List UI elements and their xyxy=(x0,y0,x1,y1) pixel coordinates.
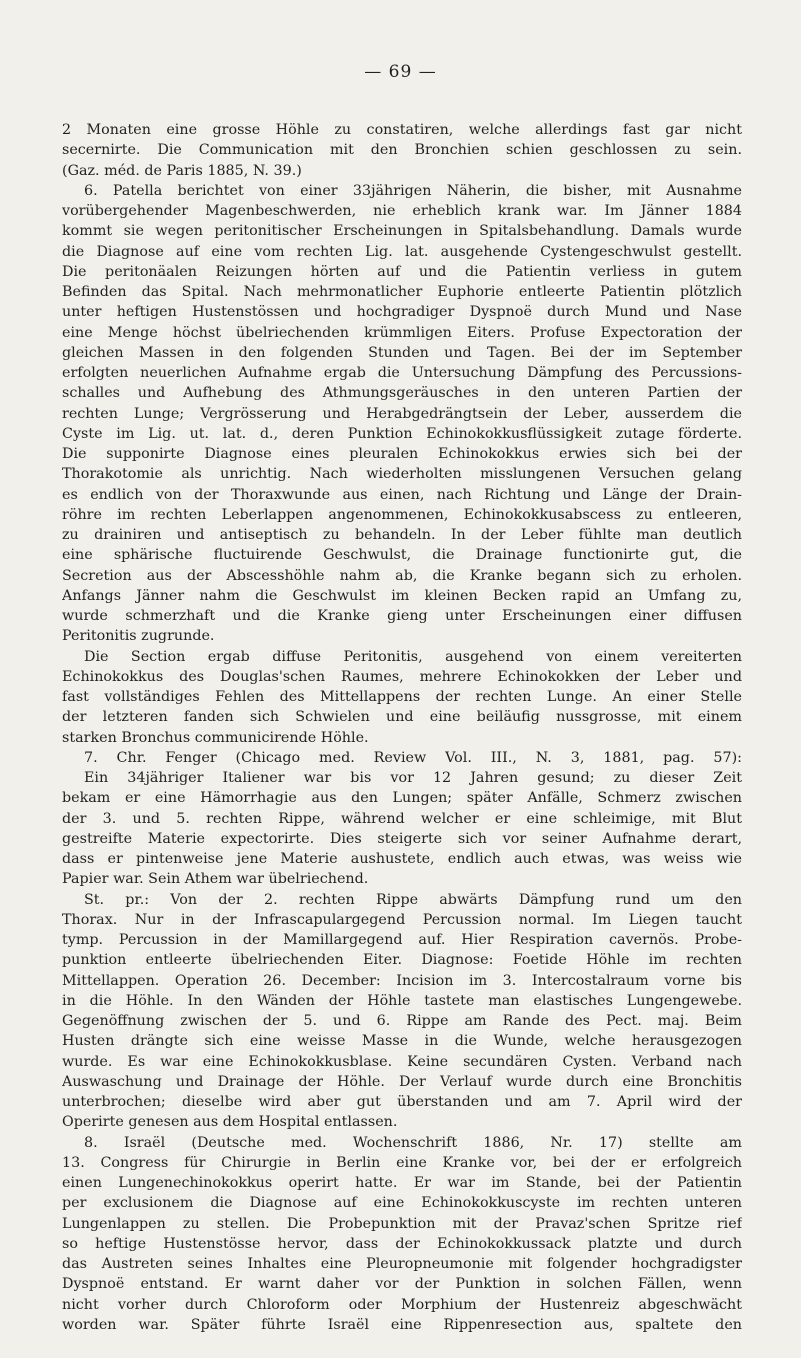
text-line: nicht vorher durch Chloroform oder Morphium der Hustenreiz abgeschwächt xyxy=(62,1296,742,1313)
text-line: Die Section ergab diffuse Peritonitis, ausgehend von einem vereiterten xyxy=(84,648,742,665)
text-line: 7. Chr. Fenger (Chicago med. Review Vol. III., N. 3, 1881, pag. 57): xyxy=(84,749,742,766)
text-line: starken Bronchus communicirende Höhle. xyxy=(62,729,369,746)
text-line: Thorax. Nur in der Infrascapulargegend Percussion normal. Im Liegen taucht xyxy=(62,911,742,928)
text-line: kommt sie wegen peritonitischer Erscheinungen in Spitalsbehandlung. Damals wurde xyxy=(62,223,742,240)
text-line: Dyspnoë entstand. Er warnt daher vor der Punktion in solchen Fällen, wenn xyxy=(62,1276,742,1293)
text-line: secernirte. Die Communication mit den Bronchien schien geschlossen zu sein. xyxy=(62,142,742,159)
text-line: so heftige Hustenstösse hervor, dass der Echinokokkussack platzte und durch xyxy=(62,1235,742,1252)
text-line: Lungenlappen zu stellen. Die Probepunktion mit der Pravaz'schen Spritze rief xyxy=(62,1215,742,1232)
text-line: röhre im rechten Leberlappen angenommenen, Echinokokkusabscess zu entleeren, xyxy=(62,506,742,523)
text-line: Auswaschung und Drainage der Höhle. Der Verlauf wurde durch eine Bronchitis xyxy=(62,1073,742,1090)
text-line: Secretion aus der Abscesshöhle nahm ab, die Kranke begann sich zu erholen. xyxy=(62,567,742,584)
text-line: rechten Lunge; Vergrösserung und Herabgedrängtsein der Leber, ausserdem die xyxy=(62,405,742,422)
text-line: Thorakotomie als unrichtig. Nach wiederholten misslungenen Versuchen gelang xyxy=(62,466,742,483)
text-line: das Austreten seines Inhaltes eine Pleuropneumonie mit folgender hochgradigster xyxy=(62,1256,742,1272)
text-line: der letzteren fanden sich Schwielen und eine beiläufig nussgrosse, mit einem xyxy=(62,709,742,726)
text-line: unterbrochen; dieselbe wird aber gut überstanden und am 7. April wird der xyxy=(62,1094,742,1110)
text-line: dass er pintenweise jene Materie aushustete, endlich auch etwas, was weiss wie xyxy=(62,851,742,867)
text-line: Anfangs Jänner nahm die Geschwulst im kleinen Becken rapid an Umfang zu, xyxy=(62,587,742,604)
text-line: der 3. und 5. rechten Rippe, während welcher er eine schleimige, mit Blut xyxy=(62,810,742,827)
text-line: Die supponirte Diagnose eines pleuralen Echinokokkus erwies sich bei der xyxy=(62,446,742,462)
text-line: worden war. Später führte Israël eine Rippenresection aus, spaltete den xyxy=(62,1316,742,1333)
text-line: tymp. Percussion in der Mamillargegend auf. Hier Respiration cavernös. Probe- xyxy=(62,932,742,948)
text-line: 13. Congress für Chirurgie in Berlin eine Kranke vor, bei der er erfolgreich xyxy=(62,1154,742,1171)
text-line: unter heftigen Hustenstössen und hochgradiger Dyspnoë durch Mund und Nase xyxy=(62,304,742,321)
text-line: vorübergehender Magenbeschwerden, nie erheblich krank war. Im Jänner 1884 xyxy=(62,203,742,219)
text-line: Ein 34jähriger Italiener war bis vor 12 Jahren gesund; zu dieser Zeit xyxy=(84,770,742,786)
text-line: Husten drängte sich eine weisse Masse in die Wunde, welche herausgezogen xyxy=(62,1033,742,1050)
text-line: zu drainiren und antiseptisch zu behandeln. In der Leber fühlte man deutlich xyxy=(62,527,742,543)
text-line: wurde. Es war eine Echinokokkusblase. Keine secundären Cysten. Verband nach xyxy=(62,1053,742,1070)
text-line: schalles und Aufhebung des Athmungsgeräusches in den unteren Partien der xyxy=(62,385,742,402)
text-line: Befinden das Spital. Nach mehrmonatlicher Euphorie entleerte Patientin plötzlich xyxy=(62,284,742,300)
text-line: die Diagnose auf eine vom rechten Lig. lat. ausgehende Cystengeschwulst gestellt. xyxy=(62,243,742,260)
text-line: Papier war. Sein Athem war übelriechend. xyxy=(62,871,369,888)
text-line: fast vollständiges Fehlen des Mittellappens der rechten Lunge. An einer Stelle xyxy=(62,689,742,705)
text-line: Mittellappen. Operation 26. December: Incision im 3. Intercostalraum vorne bis xyxy=(62,972,742,989)
text-line: eine Menge höchst übelriechenden krümmligen Eiters. Profuse Expectoration der xyxy=(62,324,742,341)
text-line: Echinokokkus des Douglas'schen Raumes, mehrere Echinokokken der Leber und xyxy=(62,668,742,685)
text-line: gleichen Massen in den folgenden Stunden und Tagen. Bei der im September xyxy=(62,344,742,361)
text-line: Operirte genesen aus dem Hospital entlassen. xyxy=(62,1114,398,1131)
text-line: erfolgten neuerlichen Aufnahme ergab die Untersuchung Dämpfung des Percussions- xyxy=(62,365,742,381)
text-line: Gegenöffnung zwischen der 5. und 6. Rippe am Rande des Pect. maj. Beim xyxy=(62,1013,742,1029)
body-text xyxy=(62,120,742,1335)
text-line: per exclusionem die Diagnose auf eine Echinokokkuscyste im rechten unteren xyxy=(62,1195,742,1212)
text-line: 6. Patella berichtet von einer 33jährigen Näherin, die bisher, mit Ausnahme xyxy=(84,182,742,199)
text-line: 8. Israël (Deutsche med. Wochenschrift 1886, Nr. 17) stellte am xyxy=(84,1134,742,1151)
text-line: St. pr.: Von der 2. rechten Rippe abwärts Dämpfung rund um den xyxy=(84,891,742,908)
text-line: gestreifte Materie expectorirte. Dies steigerte sich vor seiner Aufnahme derart, xyxy=(62,830,742,847)
text-line: Cyste im Lig. ut. lat. d., deren Punktion Echinokokkusflüssigkeit zutage förderte. xyxy=(62,425,742,442)
text-line: wurde schmerzhaft und die Kranke gieng unter Erscheinungen einer diffusen xyxy=(62,608,742,624)
text-line: (Gaz. méd. de Paris 1885, N. 39.) xyxy=(62,162,302,179)
text-line: einen Lungenechinokokkus operirt hatte. Er war im Stande, bei der Patientin xyxy=(62,1175,742,1191)
text-line: es endlich von der Thoraxwunde aus einen, nach Richtung und Länge der Drain- xyxy=(62,486,742,503)
text-line: in die Höhle. In den Wänden der Höhle tastete man elastisches Lungengewebe. xyxy=(62,992,742,1009)
page-number: — 69 — xyxy=(364,62,437,82)
text-line: eine sphärische fluctuirende Geschwulst, die Drainage functionirte gut, die xyxy=(62,547,742,564)
text-line: punktion entleerte übelriechenden Eiter. Diagnose: Foetide Höhle im rechten xyxy=(62,952,742,969)
text-line: bekam er eine Hämorrhagie aus den Lungen; später Anfälle, Schmerz zwischen xyxy=(62,790,742,807)
text-line: Die peritonäalen Reizungen hörten auf und die Patientin verliess in gutem xyxy=(62,263,742,280)
text-line: 2 Monaten eine grosse Höhle zu constatiren, welche allerdings fast gar nicht xyxy=(62,122,742,138)
text-line: Peritonitis zugrunde. xyxy=(62,628,215,645)
